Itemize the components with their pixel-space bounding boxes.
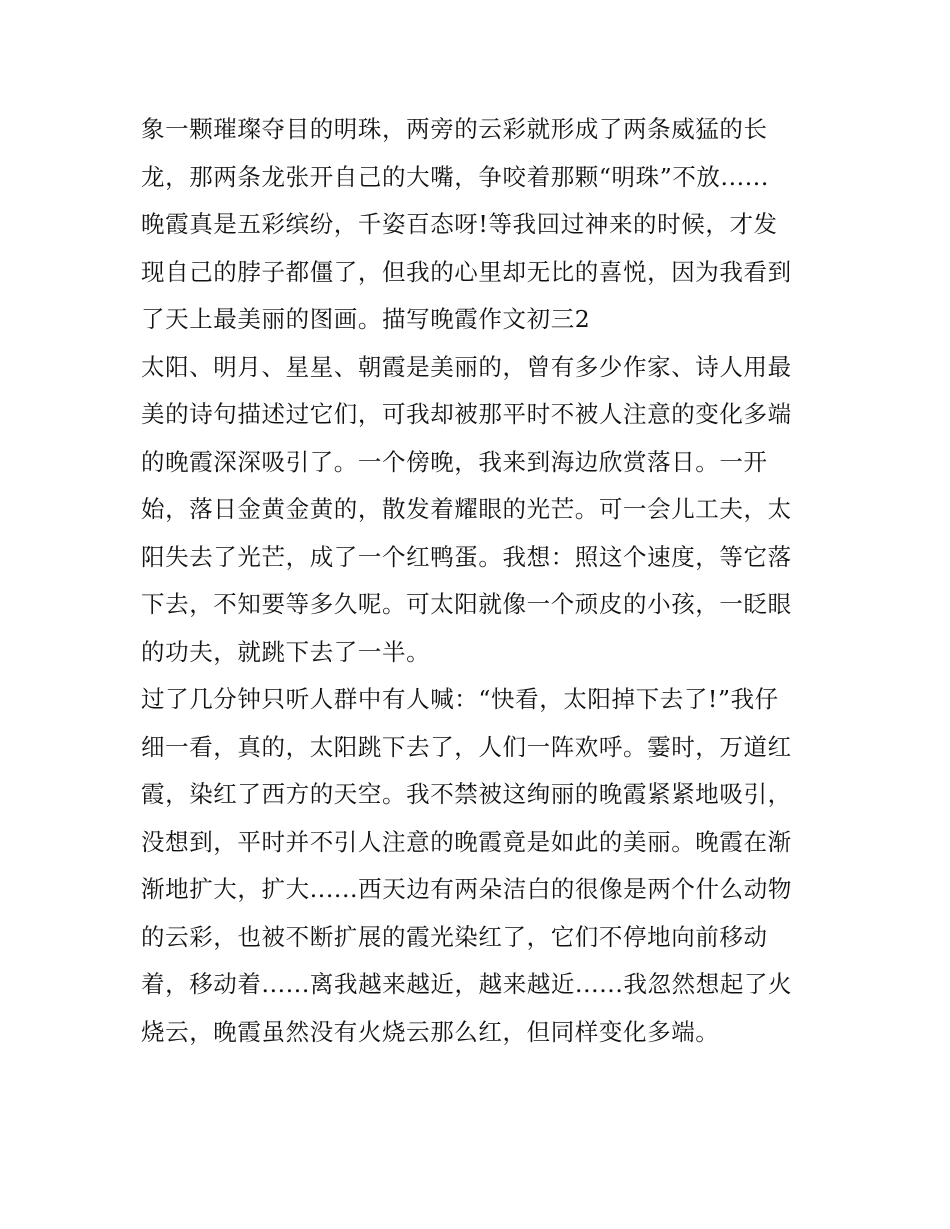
text-line: 现自己的脖子都僵了，但我的心里却无比的喜悦，因为我看到 <box>141 257 792 286</box>
text-line: 霞，染红了西方的天空。我不禁被这绚丽的晚霞紧紧地吸引， <box>141 780 792 808</box>
text-line: 的晚霞深深吸引了。一个傍晚，我来到海边欣赏落日。一开 <box>141 447 768 476</box>
text-line: 的云彩，也被不断扩展的霞光染红了，它们不停地向前移动 <box>141 922 768 951</box>
text-line: 美的诗句描述过它们，可我却被那平时不被人注意的变化多端 <box>141 400 792 428</box>
text-line: 细一看，真的，太阳跳下去了，人们一阵欢呼。霎时，万道红 <box>141 732 792 761</box>
text-line: 始，落日金黄金黄的，散发着耀眼的光芒。可一会儿工夫，太 <box>141 495 792 523</box>
text-line: 着，移动着......离我越来越近，越来越近......我忽然想起了火 <box>141 970 793 998</box>
text-line: 象一颗璀璨夺目的明珠，两旁的云彩就形成了两条威猛的长 <box>141 115 768 143</box>
text-line: 晚霞真是五彩缤纷，千姿百态呀!等我回过神来的时候，才发 <box>141 210 778 238</box>
essay-text <box>141 106 821 1056</box>
text-line: 没想到，平时并不引人注意的晚霞竟是如此的美丽。晚霞在渐 <box>141 827 792 856</box>
text-line: 过了几分钟只听人群中有人喊：“快看，太阳掉下去了!”我仔 <box>141 685 779 713</box>
text-line: 龙，那两条龙张开自己的大嘴，争咬着那颗“明珠”不放...... <box>141 162 769 191</box>
text-line: 阳失去了光芒，成了一个红鸭蛋。我想：照这个速度，等它落 <box>141 542 792 571</box>
text-line: 的功夫，就跳下去了一半。 <box>141 637 431 666</box>
text-line: 了天上最美丽的图画。描写晚霞作文初三2 <box>141 305 591 333</box>
text-line: 渐地扩大，扩大......西天边有两朵洁白的很像是两个什么动物 <box>141 875 792 903</box>
text-line: 烧云，晚霞虽然没有火烧云那么红，但同样变化多端。 <box>141 1017 720 1046</box>
text-line: 太阳、明月、星星、朝霞是美丽的，曾有多少作家、诗人用最 <box>141 352 792 381</box>
text-line: 下去，不知要等多久呢。可太阳就像一个顽皮的小孩，一眨眼 <box>141 590 792 618</box>
